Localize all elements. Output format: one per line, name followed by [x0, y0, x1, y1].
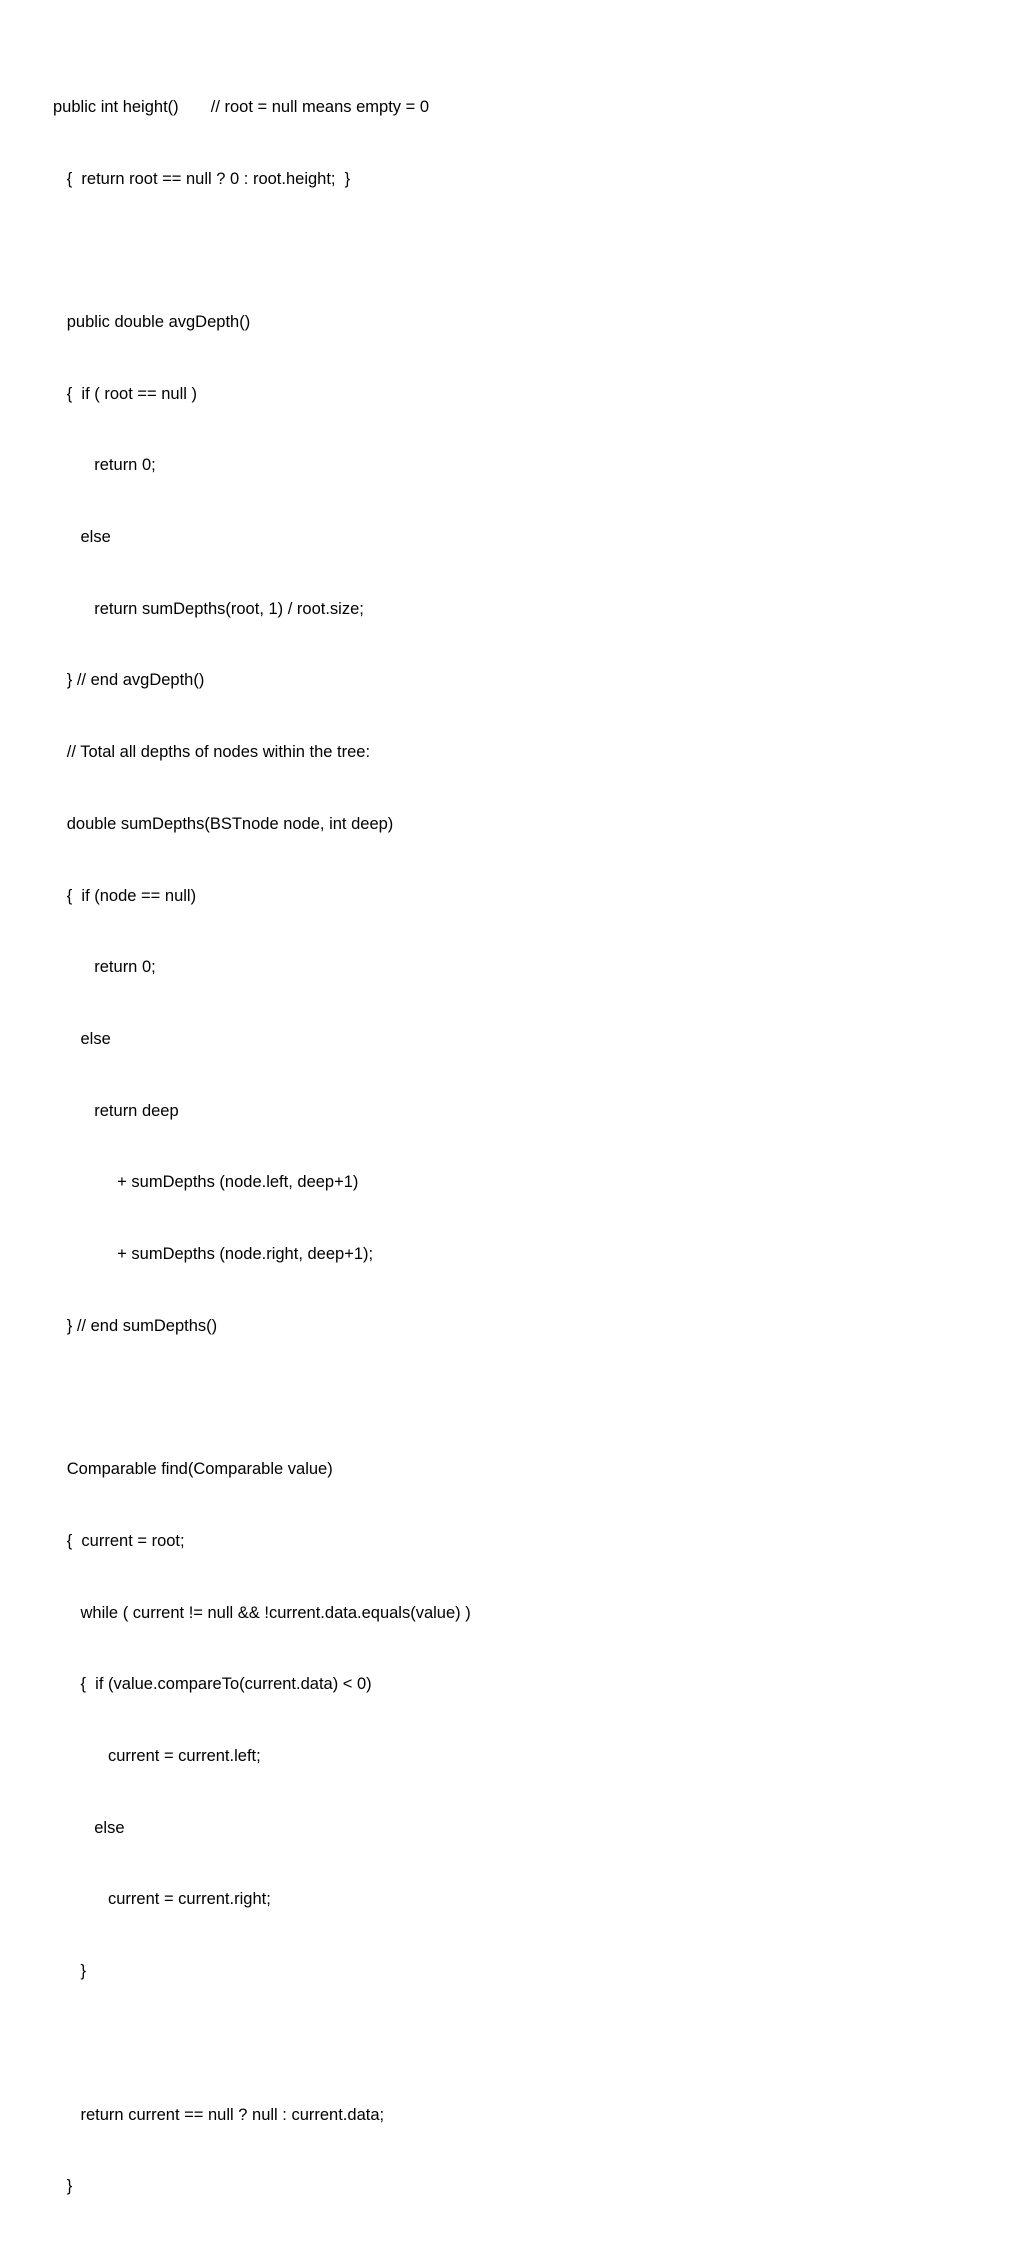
code-line	[53, 239, 471, 263]
code-line: else	[53, 1818, 125, 1837]
code-line: }	[53, 2177, 73, 2196]
code-line: while ( current != null && !current.data.equals(value) )	[53, 1603, 471, 1622]
code-line: }	[53, 1962, 87, 1981]
code-line: return deep	[53, 1101, 179, 1120]
code-line: else	[53, 1029, 111, 1048]
code-line: current = current.right;	[53, 1890, 271, 1909]
code-line	[53, 2032, 471, 2056]
code-line: return 0;	[53, 456, 156, 475]
code-line: public int height() // root = null means empty = 0	[53, 97, 430, 116]
code-line: + sumDepths (node.right, deep+1);	[53, 1245, 374, 1264]
code-line: } // end avgDepth()	[53, 671, 205, 690]
code-line: return 0;	[53, 958, 156, 977]
code-block	[53, 48, 471, 2247]
code-line: Comparable find(Comparable value)	[53, 1460, 333, 1479]
code-line: return current == null ? null : current.data;	[53, 2105, 385, 2124]
code-line: } // end sumDepths()	[53, 1316, 218, 1335]
code-line: { if (value.compareTo(current.data) < 0)	[53, 1675, 372, 1694]
code-line: return sumDepths(root, 1) / root.size;	[53, 599, 364, 618]
code-line: // Total all depths of nodes within the tree:	[53, 743, 371, 762]
code-line: + sumDepths (node.left, deep+1)	[53, 1173, 359, 1192]
code-line: public double avgDepth()	[53, 312, 251, 331]
code-line: { current = root;	[53, 1531, 185, 1550]
code-line: { if ( root == null )	[53, 384, 197, 403]
code-line: else	[53, 528, 111, 547]
code-line: { return root == null ? 0 : root.height; }	[53, 169, 351, 188]
code-line: { if (node == null)	[53, 886, 197, 905]
code-line: double sumDepths(BSTnode node, int deep)	[53, 814, 394, 833]
code-line	[53, 1386, 471, 1410]
code-line: current = current.left;	[53, 1746, 261, 1765]
